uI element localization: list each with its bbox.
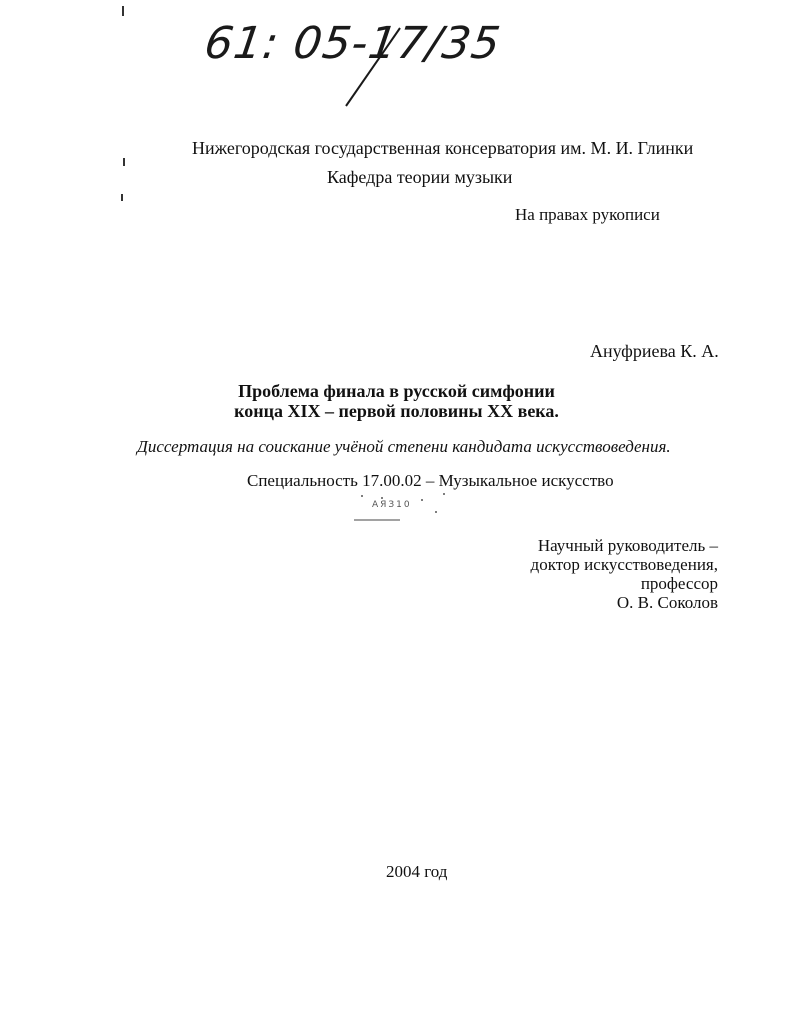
- scan-speck: [123, 158, 125, 166]
- library-stamp-marks: [352, 490, 462, 526]
- scan-speck: [122, 6, 124, 16]
- specialty-line: Специальность 17.00.02 – Музыкальное искусство: [247, 471, 614, 490]
- supervisor-title: профессор: [640, 574, 718, 593]
- supervisor-name: О. В. Соколов: [616, 593, 718, 612]
- department-name: Кафедра теории музыки: [327, 167, 513, 187]
- dissertation-title-line-2: конца XIX – первой половины XX века.: [234, 401, 559, 421]
- scan-speck: [121, 194, 123, 201]
- supervisor-label: Научный руководитель –: [537, 536, 718, 555]
- dissertation-degree-note: Диссертация на соискание учёной степени кандидата искусствоведения.: [137, 437, 671, 456]
- library-stamp-fragment: АЯЗ10: [372, 500, 412, 510]
- author-name: Ануфриева К. А.: [590, 341, 719, 361]
- handwritten-archive-code: 61: 05-17/35: [201, 18, 505, 69]
- institution-name: Нижегородская государственная консерватория им. М. И. Глинки: [192, 138, 694, 158]
- dissertation-title-line-1: Проблема финала в русской симфонии: [238, 381, 555, 401]
- year: 2004 год: [386, 862, 448, 881]
- supervisor-degree: доктор искусствоведения,: [530, 555, 718, 574]
- manuscript-rights-note: На правах рукописи: [515, 205, 660, 224]
- handwritten-slash-stroke: [330, 22, 410, 112]
